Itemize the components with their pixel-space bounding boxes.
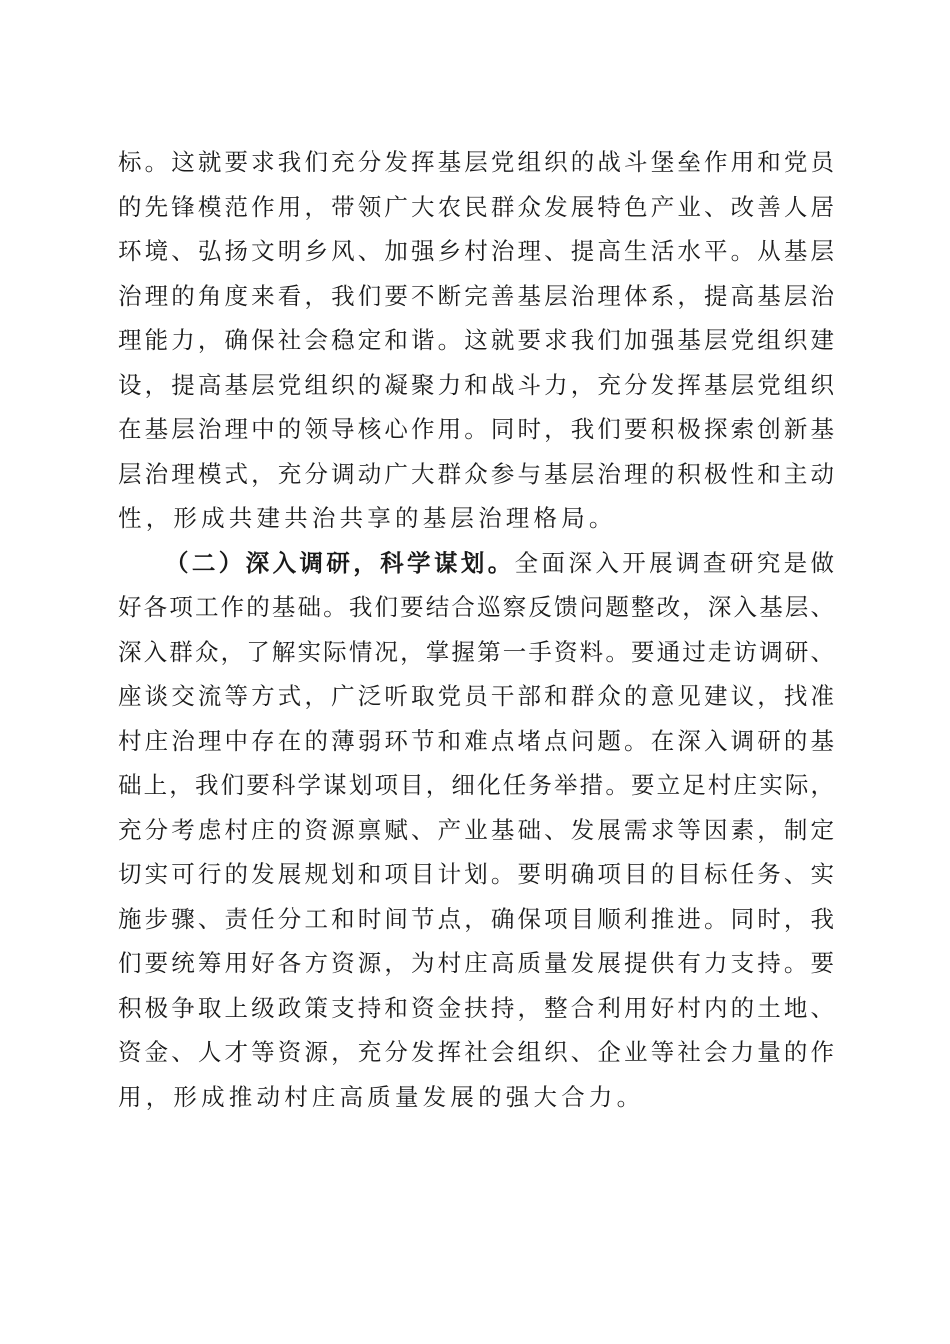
paragraph-first-line	[118, 541, 834, 586]
paragraph-line: 充分考虑村庄的资源禀赋、产业基础、发展需求等因素，制定	[118, 815, 834, 844]
paragraph-line: 性，形成共建共治共享的基层治理格局。	[118, 504, 617, 532]
paragraph-line: 座谈交流等方式，广泛听取党员干部和群众的意见建议，找准	[118, 682, 834, 710]
section-heading: （二）深入调研，科学谋划。	[165, 548, 515, 577]
paragraph-line: 施步骤、责任分工和时间节点，确保项目顺利推进。同时，我	[118, 904, 834, 933]
paragraph-line: 标。这就要求我们充分发挥基层党组织的战斗堡垒作用和党员	[118, 148, 834, 176]
paragraph-line: 切实可行的发展规划和项目计划。要明确项目的目标任务、实	[118, 860, 834, 888]
document-body	[118, 140, 834, 1119]
paragraph-line: 深入群众，了解实际情况，掌握第一手资料。要通过走访调研、	[118, 637, 834, 666]
paragraph-line: 的先锋模范作用，带领广大农民群众发展特色产业、改善人居	[118, 192, 834, 221]
paragraph-line: 环境、弘扬文明乡风、加强乡村治理、提高生活水平。从基层	[118, 237, 834, 265]
paragraph-line: 设，提高基层党组织的凝聚力和战斗力，充分发挥基层党组织	[118, 370, 834, 399]
paragraph-line: 础上，我们要科学谋划项目，细化任务举措。要立足村庄实际，	[118, 771, 834, 799]
paragraph-line: 积极争取上级政策支持和资金扶持，整合利用好村内的土地、	[118, 993, 834, 1022]
paragraph-1	[118, 140, 834, 541]
first-line-text: 全面深入开展调查研究是做	[514, 548, 835, 577]
paragraph-line: 用，形成推动村庄高质量发展的强大合力。	[118, 1082, 645, 1111]
paragraph-line: 理能力，确保社会稳定和谐。这就要求我们加强基层党组织建	[118, 326, 834, 354]
paragraph-line: 层治理模式，充分调动广大群众参与基层治理的积极性和主动	[118, 459, 834, 488]
paragraph-line: 村庄治理中存在的薄弱环节和难点堵点问题。在深入调研的基	[118, 726, 834, 755]
paragraph-line: 好各项工作的基础。我们要结合巡察反馈问题整改，深入基层、	[118, 593, 834, 621]
paragraph-line: 资金、人才等资源，充分发挥社会组织、企业等社会力量的作	[118, 1038, 834, 1066]
paragraph-line: 在基层治理中的领导核心作用。同时，我们要积极探索创新基	[118, 415, 834, 443]
paragraph-line: 治理的角度来看，我们要不断完善基层治理体系，提高基层治	[118, 281, 834, 310]
paragraph-2	[118, 541, 834, 1120]
paragraph-line: 们要统筹用好各方资源，为村庄高质量发展提供有力支持。要	[118, 949, 834, 977]
